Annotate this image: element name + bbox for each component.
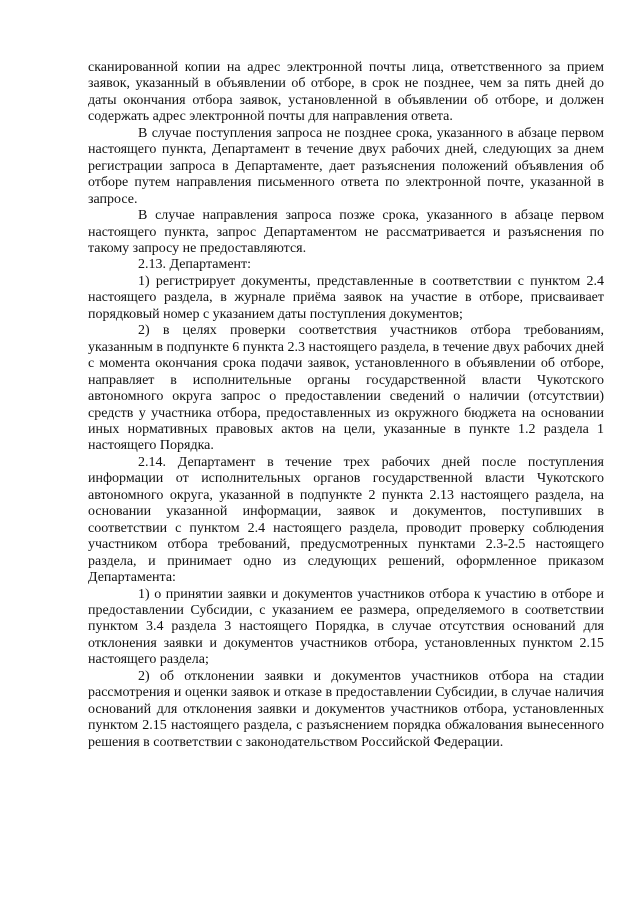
paragraph-timely-request: В случае поступления запроса не позднее срока, указанного в абзаце первом настоящего пункта, Департамент в течение двух рабочих дней, следующих за днем регистрации запроса в Департаменте, дает разъяснения положений объявления об отборе путем направления письменного ответа по электронной почте, указанной в запросе. [88, 125, 604, 207]
paragraph-2-13-item-2: 2) в целях проверки соответствия участников отбора требованиям, указанным в подпункте 6 пункта 2.3 настоящего раздела, в течение двух рабочих дней с момента окончания срока подачи заявок, установленного в объявлении об отборе, направляет в исполнительные органы государственной власти Чукотского автономного округа запрос о предоставлении сведений о наличии (отсутствии) средств у участника отбора, предоставленных из окружного бюджета на основании иных нормативных правовых актов на цели, указанные в пункте 1.2 раздела 1 настоящего Порядка. [88, 323, 604, 454]
paragraph-2-14: 2.14. Департамент в течение трех рабочих дней после поступления информации от исполнительных органов государственной власти Чукотского автономного округа, указанной в подпункте 2 пункта 2.13 настоящего раздела, на основании указанной информации, заявок и документов, поступивших в соответствии с пунктом 2.4 настоящего раздела, проводит проверку соблюдения участником отбора требований, предусмотренных пунктами 2.3-2.5 настоящего раздела, и принимает одно из следующих решений, оформленное приказом Департамента: [88, 454, 604, 586]
document-page [88, 60, 604, 751]
paragraph-late-request: В случае направления запроса позже срока, указанного в абзаце первом настоящего пункта, запрос Департаментом не рассматривается и разъяснения по такому запросу не предоставляются. [88, 208, 604, 256]
paragraph-request-copy: сканированной копии на адрес электронной почты лица, ответственного за прием заявок, указанный в объявлении об отборе, в срок не позднее, чем за пять дней до даты окончания отбора заявок, установленной в объявлении об отборе, и должен содержать адрес электронной почты для направления ответа. [88, 60, 604, 125]
paragraph-2-13-heading: 2.13. Департамент: [138, 257, 252, 273]
paragraph-2-13-item-1: 1) регистрирует документы, представленные в соответствии с пунктом 2.4 настоящего раздела, в журнале приёма заявок на участие в отборе, присваивает порядковый номер с указанием даты поступления документов; [88, 273, 604, 322]
paragraph-2-14-item-1: 1) о принятии заявки и документов участников отбора к участию в отборе и предоставлении Субсидии, с указанием ее размера, определяемого в соответствии пунктом 3.4 раздела 3 настоящего Порядка, в случае отсутствия оснований для отклонения заявки и документов участников отбора, установленных пунктом 2.15 настоящего раздела; [88, 586, 604, 668]
paragraph-2-14-item-2: 2) об отклонении заявки и документов участников отбора на стадии рассмотрения и оценки заявок и отказе в предоставлении Субсидии, в случае наличия оснований для отклонения заявки и документов участников отбора, установленных пунктом 2.15 настоящего раздела, с разъяснением порядка обжалования вынесенного решения в соответствии с законодательством Российской Федерации. [88, 668, 604, 750]
